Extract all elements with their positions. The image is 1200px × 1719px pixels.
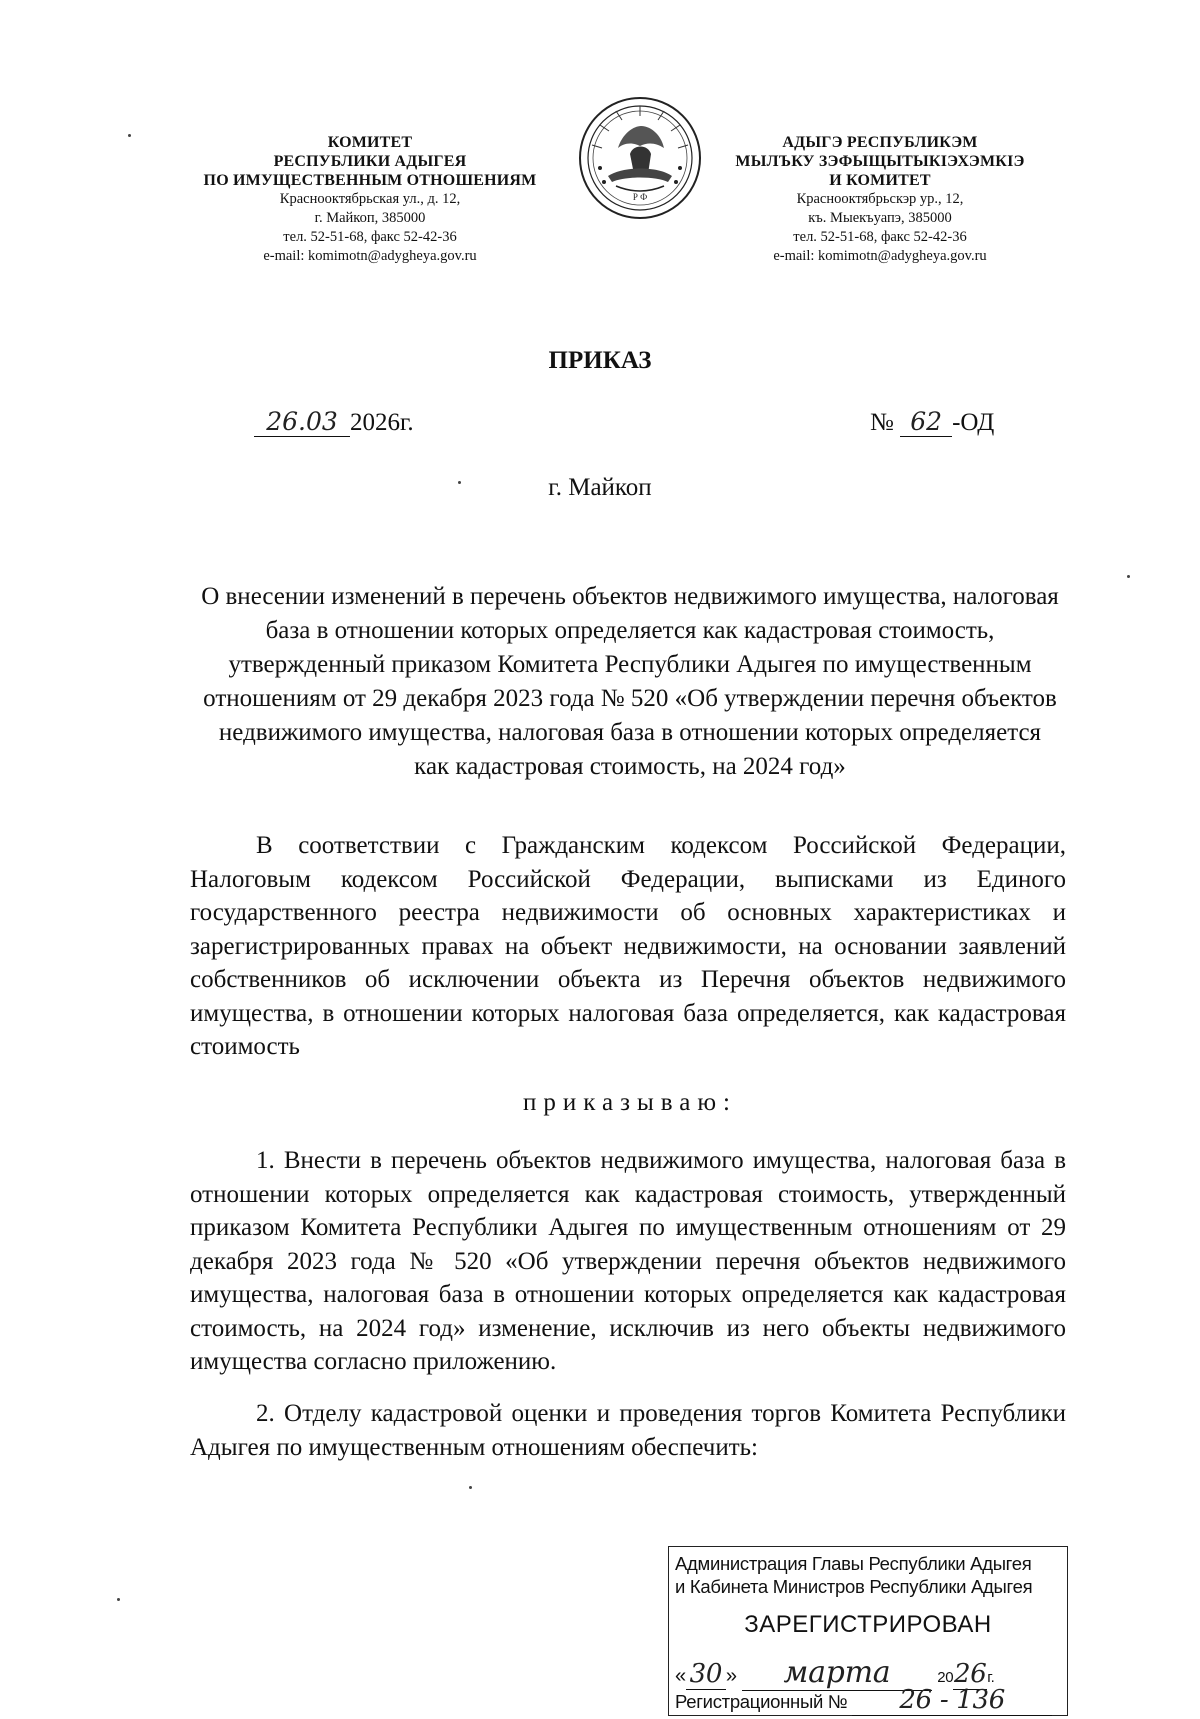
preamble-text: В соответствии с Гражданским кодексом Российской Федерации, Налоговым кодексом Российской Федерации, выписками из Единого государственного реестра недвижимости об основных характеристиках и зарегистрированных правах на объект недвижимости, на основании заявлений собственников об исключении объекта из Перечня объектов недвижимого имущества, в отношении которых налоговая база определяется, как кадастровая стоимость (190, 832, 1066, 1060)
order-item-2-text: 2. Отделу кадастровой оценки и проведения торгов Комитета Республики Адыгея по имущественным отношениям обеспечить: (190, 1400, 1066, 1461)
stamp-reg-label: Регистрационный № (675, 1691, 848, 1712)
header-right-line1: АДЫГЭ РЕСПУБЛИКЭМ (782, 134, 978, 151)
order-number-prefix: № (870, 409, 894, 436)
header-right-email: e-mail: komimotn@adygheya.gov.ru (773, 248, 987, 264)
header-right-phone: тел. 52-51-68, факс 52-42-36 (793, 229, 967, 245)
order-item-1-text: 1. Внести в перечень объектов недвижимого имущества, налоговая база в отношении которых определяется как кадастровая стоимость, утвержденный приказом Комитета Республики Адыгея по имущественным отношениям от 29 декабря 2023 года № 520 «Об утверждении перечня объектов недвижимого имущества, налоговая база в отношении которых определяется как кадастровая стоимость, на 2024 год» изменение, исключив из него объекты недвижимого имущества согласно приложению. (190, 1147, 1066, 1375)
registration-stamp (668, 1546, 1068, 1716)
coat-of-arms-icon (578, 96, 702, 220)
svg-text:Р Ф: Р Ф (632, 192, 648, 202)
stamp-year-suffix: г. (987, 1669, 995, 1686)
order-number-suffix: -ОД (952, 409, 995, 436)
header-left-line2: РЕСПУБЛИКИ АДЫГЕЯ (273, 153, 467, 170)
order-date (254, 407, 414, 437)
city: г. Майкоп (548, 474, 652, 501)
header-left-line3: ПО ИМУЩЕСТВЕННЫМ ОТНОШЕНИЯМ (203, 172, 537, 189)
header-left-phone: тел. 52-51-68, факс 52-42-36 (283, 229, 457, 245)
coat-of-arms-emblem (578, 96, 702, 220)
header-right-line2: МЫЛЪКУ ЗЭФЫЩЫТЫКIЭХЭМКIЭ (735, 153, 1025, 170)
stamp-month: марта (742, 1655, 932, 1691)
stamp-day: 30 (686, 1659, 726, 1690)
header-left-email: e-mail: komimotn@adygheya.gov.ru (263, 248, 477, 264)
order-date-handwritten: 26.03 (254, 407, 350, 437)
header-right-address2: къ. Мыекъуапэ, 385000 (808, 210, 952, 226)
header-left-address1: Краснооктябрьская ул., д. 12, (279, 191, 461, 207)
stamp-year-prefix: 20 (937, 1669, 954, 1686)
header-right (700, 133, 1060, 266)
order-word: приказываю: (523, 1089, 737, 1116)
scan-speck (128, 134, 131, 137)
header-right-address1: Краснооктябрьскэр ур., 12, (796, 191, 964, 207)
scan-speck (469, 1486, 472, 1489)
scan-speck (1127, 575, 1130, 578)
order-date-year: 2026г. (350, 409, 414, 436)
stamp-quote-open: « (675, 1665, 686, 1687)
header-left-line1: КОМИТЕТ (327, 134, 413, 151)
stamp-reg-row (675, 1685, 1061, 1716)
stamp-registered: ЗАРЕГИСТРИРОВАН (744, 1611, 992, 1638)
order-item-2 (190, 1397, 1066, 1464)
order-item-1 (190, 1144, 1066, 1379)
stamp-year: 26 (954, 1659, 987, 1689)
header-left (170, 133, 570, 266)
stamp-reg-number: 26 - 136 (852, 1685, 1052, 1716)
stamp-quote-close: » (725, 1665, 737, 1687)
stamp-line1: Администрация Главы Республики Адыгея (675, 1553, 1032, 1574)
header-right-line3: И КОМИТЕТ (829, 172, 931, 189)
header-left-address2: г. Майкоп, 385000 (314, 210, 426, 226)
order-number (870, 407, 994, 437)
scan-speck (117, 1598, 120, 1601)
order-number-handwritten: 62 (900, 407, 952, 437)
scan-speck (458, 481, 461, 484)
preamble (190, 829, 1066, 1064)
document-title: ПРИКАЗ (548, 347, 652, 374)
order-subject: О внесении изменений в перечень объектов недвижимого имущества, налоговая база в отношении которых определяется как кадастровая стоимость, утвержденный приказом Комитета Республики Адыгея по имущественным отношениям от 29 декабря 2023 года № 520 «Об утверждении перечня объектов недвижимого имущества, налоговая база в отношении которых определяется как кадастровая стоимость, на 2024 год» (201, 583, 1059, 780)
stamp-line2: и Кабинета Министров Республики Адыгея (675, 1576, 1033, 1597)
